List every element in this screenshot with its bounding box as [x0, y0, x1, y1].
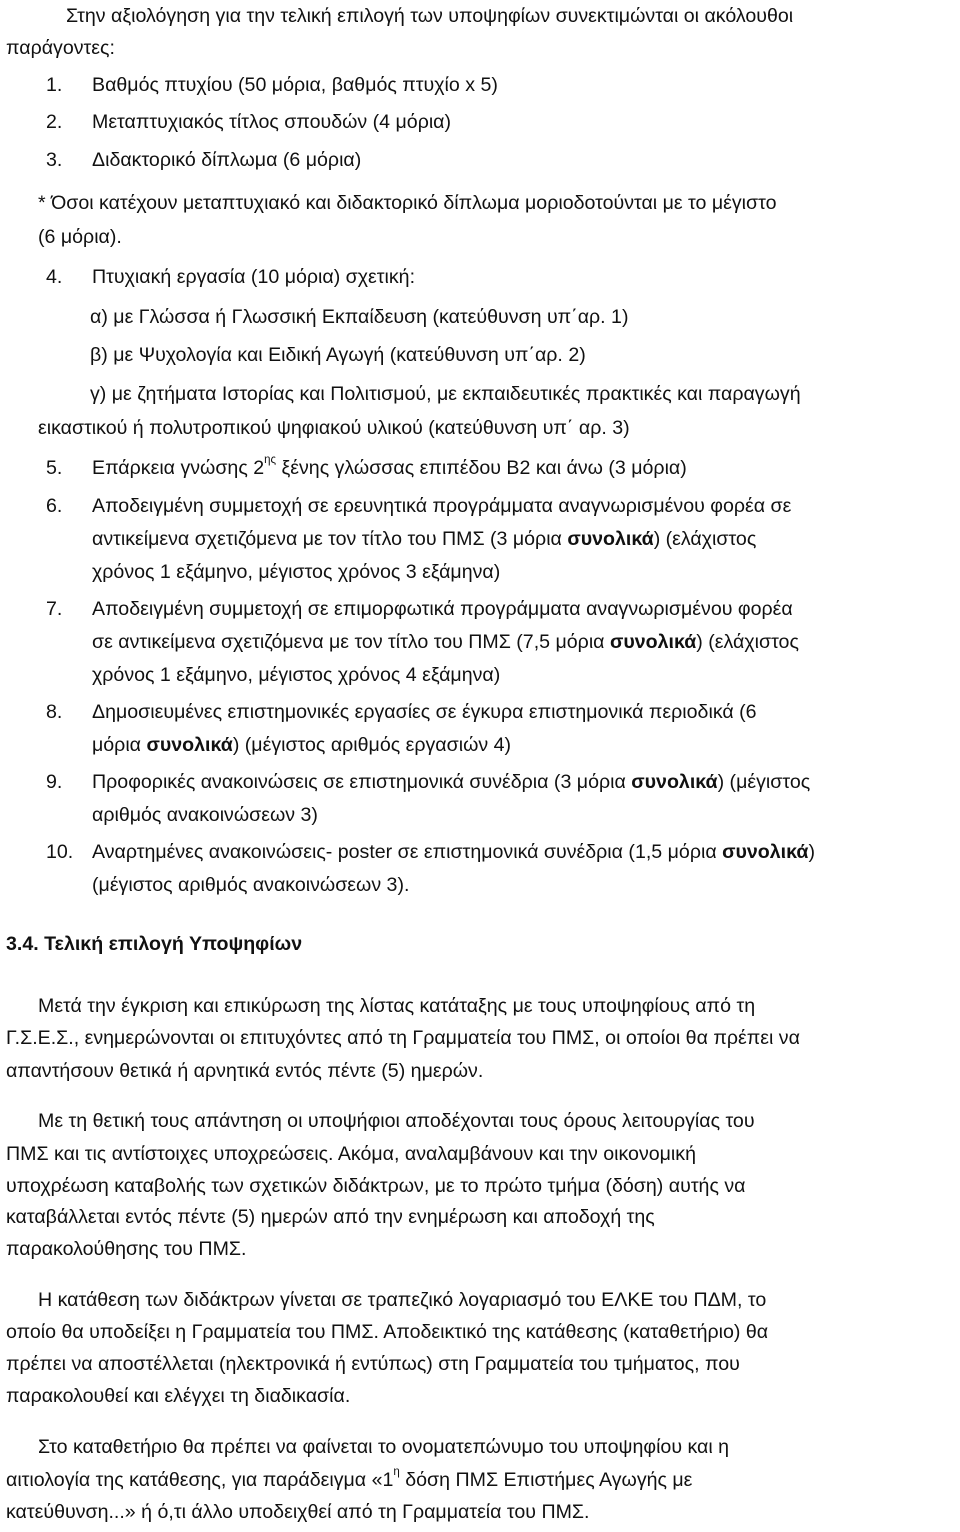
item-text: Βαθμός πτυχίου (50 μόρια, βαθμός πτυχίο x 5): [92, 74, 498, 96]
paragraph-line: Γ.Σ.Ε.Σ., ενημερώνονται οι επιτυχόντες από τη Γραμματεία του ΠΜΣ, οι οποίοι θα πρέπει να: [6, 1027, 800, 1049]
item-text: μόρια: [92, 734, 147, 756]
paragraph-line: υποχρέωση καταβολής των σχετικών διδάκτρων, με το πρώτο τμήμα (δόση) αυτής να: [6, 1175, 746, 1197]
paragraph-line: απαντήσουν θετικά ή αρνητικά εντός πέντε (5) ημερών.: [6, 1060, 484, 1082]
emphasis: συνολικά: [722, 841, 809, 863]
paragraph-line: παρακολουθεί και ελέγχει τη διαδικασία.: [6, 1385, 351, 1407]
item-number: 2.: [46, 111, 63, 133]
criterion-6-line: χρόνος 1 εξάμηνο, μέγιστος χρόνος 3 εξάμηνα): [92, 561, 501, 583]
sub-item-b: β) με Ψυχολογία και Ειδική Αγωγή (κατεύθυνση υπ΄αρ. 2): [90, 344, 586, 366]
paragraph-line: [6, 1464, 692, 1497]
item-text: δόση ΠΜΣ Επιστήμες Αγωγής με: [399, 1469, 693, 1491]
item-text: Μεταπτυχιακός τίτλος σπουδών (4 μόρια): [92, 111, 452, 133]
criterion-7-number: 7.: [46, 598, 63, 620]
item-number: 4.: [46, 266, 63, 288]
sub-item-c: εικαστικού ή πολυτροπικού ψηφιακού υλικού (κατεύθυνση υπ΄ αρ. 3): [38, 417, 630, 439]
section-heading: [6, 928, 302, 961]
criterion-7-line: Αποδειγμένη συμμετοχή σε επιμορφωτικά προγράμματα αναγνωρισμένου φορέα: [92, 598, 793, 620]
item-number: 5.: [46, 457, 63, 479]
item-text: Διδακτορικό δίπλωμα (6 μόρια): [92, 149, 362, 171]
item-text: ): [808, 841, 815, 863]
criterion-6-number: 6.: [46, 495, 63, 517]
paragraph-line: ΠΜΣ και τις αντίστοιχες υποχρεώσεις. Ακόμα, αναλαμβάνουν και την οικονομική: [6, 1143, 696, 1165]
criterion-7-line: χρόνος 1 εξάμηνο, μέγιστος χρόνος 4 εξάμηνα): [92, 664, 501, 686]
paragraph-line: Η κατάθεση των διδάκτρων γίνεται σε τραπεζικό λογαριασμό του ΕΛΚΕ του ΠΔΜ, το: [38, 1289, 767, 1311]
superscript: ης: [264, 454, 277, 466]
paragraph-line: παρακολούθησης του ΠΜΣ.: [6, 1238, 247, 1260]
criterion-4: [46, 261, 415, 294]
paragraph-line: Με τη θετική τους απάντηση οι υποψήφιοι αποδέχονται τους όρους λειτουργίας του: [38, 1110, 755, 1132]
item-text: Πτυχιακή εργασία (10 μόρια) σχετική:: [92, 266, 416, 288]
emphasis: συνολικά: [567, 528, 654, 550]
criterion-3: [46, 144, 361, 177]
emphasis: συνολικά: [146, 734, 233, 756]
emphasis: συνολικά: [631, 771, 718, 793]
note-line: (6 μόρια).: [38, 226, 122, 248]
item-number: 1.: [46, 74, 63, 96]
criterion-5: [46, 452, 687, 485]
paragraph-line: καταβάλλεται εντός πέντε (5) ημερών από την ενημέρωση και αποδοχή της: [6, 1206, 655, 1228]
paragraph-line: πρέπει να αποστέλλεται (ηλεκτρονικά ή εντύπως) στη Γραμματεία του τμήματος, που: [6, 1353, 740, 1375]
paragraph-line: οποίο θα υποδείξει η Γραμματεία του ΠΜΣ. Αποδεικτικό της κατάθεσης (καταθετήριο) θα: [6, 1321, 769, 1343]
criterion-1: [46, 69, 498, 102]
item-text: ) (μέγιστος: [717, 771, 811, 793]
criterion-10-number: 10.: [46, 841, 74, 863]
superscript: η: [393, 1466, 400, 1478]
item-text: Επάρκεια γνώσης 2: [92, 457, 265, 479]
criterion-2: [46, 106, 451, 139]
intro-line: παράγοντες:: [6, 37, 115, 59]
criterion-10-line: (μέγιστος αριθμός ανακοινώσεων 3).: [92, 874, 410, 896]
item-text: Προφορικές ανακοινώσεις σε επιστημονικά συνέδρια (3 μόρια: [92, 771, 632, 793]
note-line: * Όσοι κατέχουν μεταπτυχιακό και διδακτορικό δίπλωμα μοριοδοτούνται με το μέγιστο: [38, 192, 777, 214]
sub-item-c: γ) με ζητήματα Ιστορίας και Πολιτισμού, με εκπαιδευτικές πρακτικές και παραγωγή: [90, 383, 801, 405]
section-number: 3.4.: [6, 933, 39, 955]
criterion-9-line: αριθμός ανακοινώσεων 3): [92, 804, 318, 826]
item-text: Αναρτημένες ανακοινώσεις- poster σε επιστημονικά συνέδρια (1,5 μόρια: [92, 841, 723, 863]
sub-item-a: α) με Γλώσσα ή Γλωσσική Εκπαίδευση (κατεύθυνση υπ΄αρ. 1): [90, 306, 629, 328]
criterion-7-line: [92, 626, 799, 659]
item-text: αντικείμενα σχετιζόμενα με τον τίτλο του ΠΜΣ (3 μόρια: [92, 528, 562, 550]
item-text: Αποδειγμένη συμμετοχή σε ερευνητικά προγράμματα αναγνωρισμένου φορέα σε: [92, 495, 792, 517]
section-title: Τελική επιλογή Υποψηφίων: [44, 933, 303, 955]
emphasis: συνολικά: [609, 631, 697, 653]
criterion-8-line: Δημοσιευμένες επιστημονικές εργασίες σε έγκυρα επιστημονικά περιοδικά (6: [92, 701, 757, 723]
intro-line: Στην αξιολόγηση για την τελική επιλογή των υποψηφίων συνεκτιμώνται οι ακόλουθοι: [66, 5, 794, 27]
criterion-8-number: 8.: [46, 701, 63, 723]
item-text: σε αντικείμενα σχετιζόμενα με τον τίτλο του ΠΜΣ (7,5 μόρια: [92, 631, 605, 653]
paragraph-line: Μετά την έγκριση και επικύρωση της λίστας κατάταξης με τους υποψηφίους από τη: [38, 995, 756, 1017]
paragraph-line: Στο καταθετήριο θα πρέπει να φαίνεται το ονοματεπώνυμο του υποψηφίου και η: [38, 1436, 730, 1458]
item-text: ) (ελάχιστος: [696, 631, 799, 653]
criterion-6-line: [92, 490, 952, 523]
criterion-9-number: 9.: [46, 771, 63, 793]
paragraph-line: κατεύθυνση...» ή ό,τι άλλο υποδειχθεί από τη Γραμματεία του ΠΜΣ.: [6, 1501, 590, 1523]
criterion-6-line: [92, 523, 756, 556]
criterion-8-line: [92, 729, 511, 762]
item-text: ) (μέγιστος αριθμός εργασιών 4): [232, 734, 512, 756]
item-text: ) (ελάχιστος: [653, 528, 757, 550]
criterion-9-line: [92, 766, 810, 799]
criterion-10-line: [92, 836, 815, 869]
item-number: 3.: [46, 149, 63, 171]
item-text: αιτιολογία της κατάθεσης, για παράδειγμα «1: [6, 1469, 394, 1491]
item-text: ξένης γλώσσας επιπέδου Β2 και άνω (3 μόρια): [276, 457, 687, 479]
